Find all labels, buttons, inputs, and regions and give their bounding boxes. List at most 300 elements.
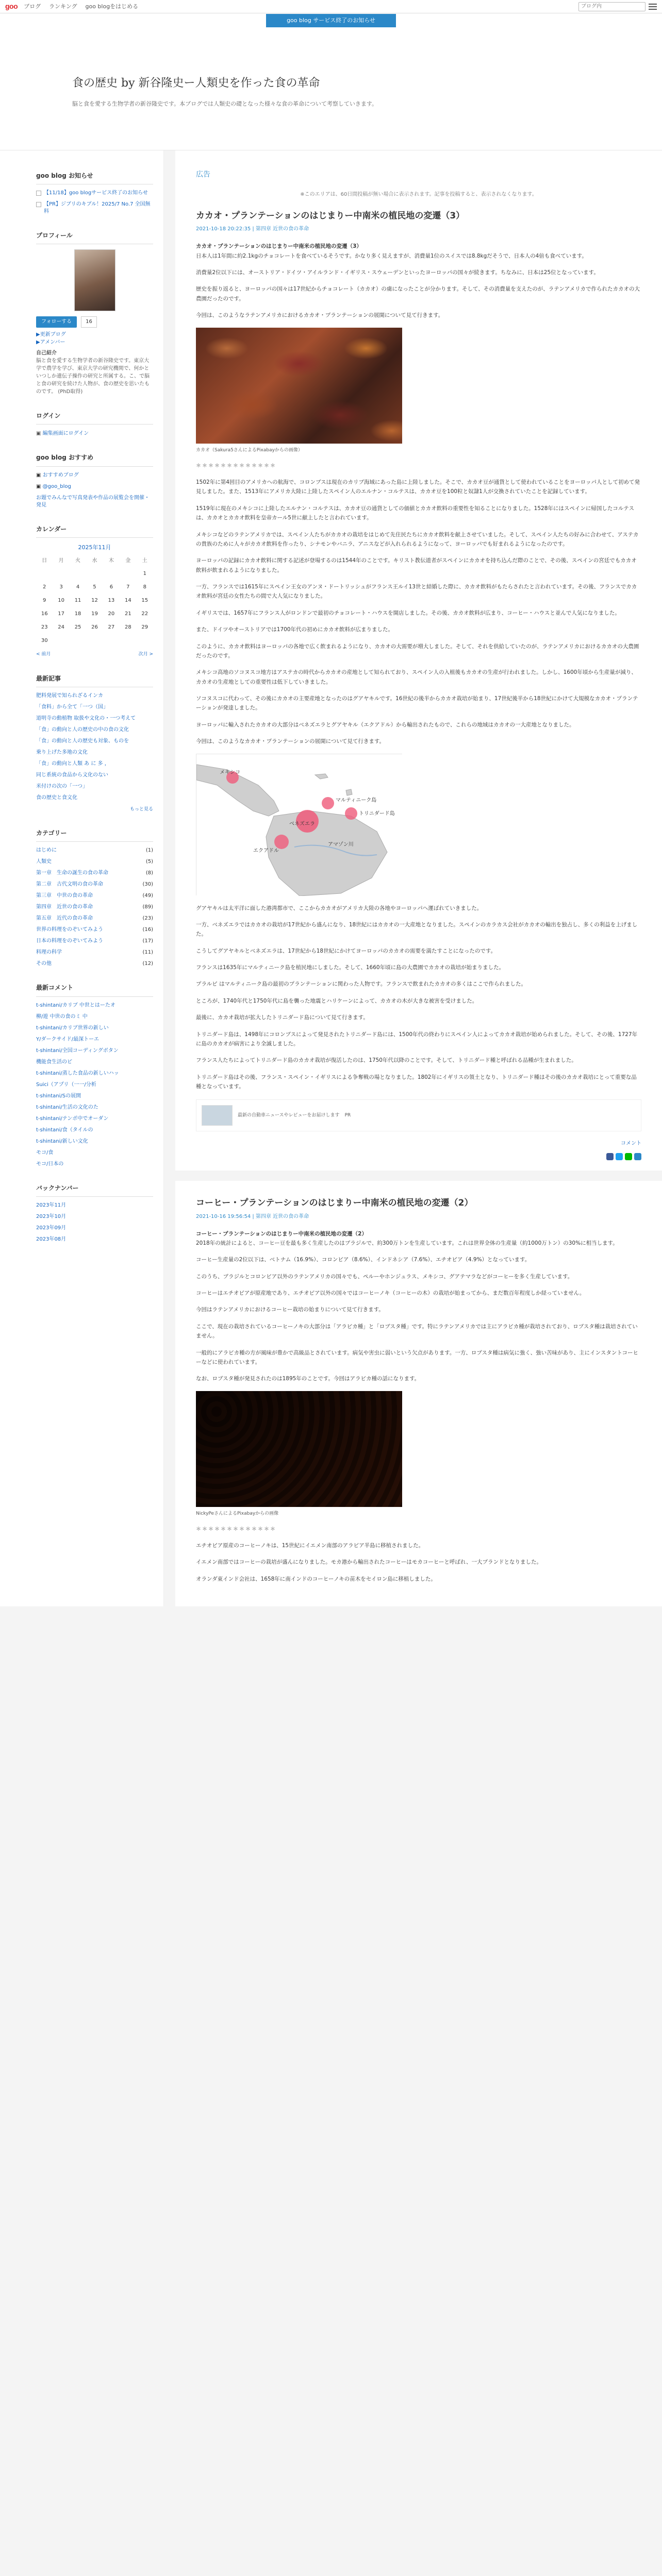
comment-item[interactable] — [36, 1149, 153, 1157]
follower-count: 16 — [81, 316, 97, 328]
comment-item[interactable] — [36, 1104, 153, 1111]
notify-item-link[interactable]: 【PR】ジブリのキブル！2025/7 No.7 全国無料 — [44, 201, 151, 214]
comment-item-link[interactable]: t-shintani/テンポ中でオーダン — [36, 1115, 109, 1122]
calendar-weekday: 水 — [92, 558, 97, 564]
comment-item[interactable] — [36, 1115, 153, 1123]
category-link[interactable]: 日本の料理をのぞいてみよう — [36, 938, 103, 944]
calendar-nav — [36, 651, 153, 658]
recent-item[interactable] — [36, 794, 153, 802]
recent-item[interactable] — [36, 749, 153, 756]
calendar-day — [103, 634, 120, 648]
comment-item-link[interactable]: t-shintani/蒸した食品の新しいハッ — [36, 1070, 119, 1076]
calendar-heading: カレンダー — [36, 524, 153, 538]
search-input[interactable] — [578, 2, 646, 11]
post-paragraph: こうしてグアヤキルとベネズエラは、17世紀から18世紀にかけてヨーロッパのカカオの需要を満たすことになったのです。 — [196, 947, 496, 954]
map-label-ecuador: エクアドル — [253, 848, 279, 854]
comment-item-link[interactable]: t-shintani/食（タイルの — [36, 1127, 93, 1133]
main-content — [164, 150, 662, 1606]
calendar-day — [86, 634, 103, 648]
post-paragraph: メキシコなどのラテンアメリカでは、スペイン人たちがカカオの栽培をはじめて先住民たちにカカオ飲料を献上させていました。そして、スペイン人たちの好みに合わせて、アステカの貴族のために人々がカカオ飲料を作ったり、シナモンやバニラ、アニスなどが入れられるようになって、ヨーロッパでも好まれるようになったのです。 — [196, 531, 639, 547]
post-paragraph: トリニダード島はその後、フランス・スペイン・イギリスによる争奪戦の場となりました。1802年にイギリスの領土となり、トリニダード種はその後のカカオ栽培にとって重要な品種となっています。 — [196, 1074, 637, 1090]
notice-bar — [0, 13, 662, 28]
backnumber-item-link[interactable]: 2023年10月 — [36, 1213, 67, 1219]
recent-item-link[interactable]: 食の歴史と食文化 — [36, 794, 77, 801]
recent-section — [36, 674, 153, 814]
comment-item[interactable] — [36, 1036, 153, 1043]
notify-item[interactable] — [36, 201, 153, 215]
notify-section — [36, 171, 153, 215]
category-count: (89) — [142, 904, 153, 910]
comment-item-link[interactable]: t-shintani/生活の文化のた — [36, 1104, 98, 1110]
comment-item-link[interactable]: 柳/遊 中世の食のミ 中 — [36, 1013, 88, 1020]
post-paragraph: 2018年の統計によると、コーヒー豆を最も多く生産したのはブラジルで、約300万トンを生産しています。これは世界全体の生産量（約1000万トン）の30%に相当します。 — [196, 1240, 618, 1246]
calendar-day — [86, 567, 103, 581]
notice-icon — [36, 202, 41, 207]
post-body — [196, 242, 641, 1091]
post-paragraph: 一般的にアラビカ種の方が風味が豊かで高級品とされています。病気や害虫に弱いという欠点があります。一方、ロブスタ種は病気に強く、強い苦味があり、主にインスタントコーヒーなどに使われています。 — [196, 1349, 638, 1365]
notify-heading: goo blog お知らせ — [36, 171, 153, 184]
post-meta[interactable]: 2021-10-18 20:22:35 | 第四章 近世の食の革命 — [196, 226, 309, 232]
calendar-prev[interactable]: < 前月 — [36, 652, 51, 657]
backnumber-item[interactable] — [36, 1236, 153, 1243]
comment-item[interactable] — [36, 1059, 153, 1066]
comment-item[interactable] — [36, 1161, 153, 1168]
map-label-mexico: メキシコ — [220, 769, 240, 775]
category-count: (30) — [142, 882, 153, 888]
backnumber-item-link[interactable]: 2023年09月 — [36, 1225, 67, 1231]
comment-item[interactable] — [36, 1002, 153, 1009]
calendar-day[interactable]: 24 — [58, 624, 64, 631]
comment-item-link[interactable]: t-shintani/全国コーディングボタン — [36, 1047, 119, 1054]
calendar-day[interactable]: 13 — [108, 598, 115, 604]
comment-item[interactable] — [36, 1070, 153, 1077]
map-label-trinidad: トリニダード島 — [359, 810, 395, 817]
post-paragraph: このうち、ブラジルとコロンビア以外のラテンアメリカの国々でも、ペルーやホンジュラス、メキシコ、グアテマラなどがコーヒーを多く生産しています。 — [196, 1273, 573, 1280]
calendar-day[interactable]: 18 — [74, 611, 81, 617]
backnumber-item[interactable] — [36, 1225, 153, 1232]
post-paragraph: 今回はラテンアメリカにおけるコーヒー栽培の始まりについて見て行きます。 — [196, 1307, 384, 1313]
ad-section-label: 広告 — [196, 170, 210, 179]
twitter-icon: ▣ — [36, 483, 43, 489]
post-paragraph: 1519年に現在のメキシコに上陸したエルナン・コルテスは、カカオ豆の通貨としての価値とカカオ飲料の重要性を知ることになりました。1528年にはスペインに帰国したコルテスは、カカオとカカオ飲料を皇帝カール5世に献上したと言われています。 — [196, 505, 634, 521]
recent-item[interactable] — [36, 704, 153, 711]
post-paragraph: 日本人は1年間に約2.1kgのチョコレートを食べているそうです。かなり多く見えますが、消費量1位のスイスでは8.8kgだそうで、日本人の4倍も食べています。 — [196, 252, 587, 259]
calendar-section — [36, 524, 153, 658]
backnumber-section — [36, 1183, 153, 1243]
calendar-day[interactable]: 11 — [74, 598, 81, 604]
comment-item-link[interactable]: t-shintani/カリブ 中世とはーたオ — [36, 1002, 115, 1008]
category-link[interactable]: 第二章 古代文明の食の革命 — [36, 882, 103, 888]
line-share-icon[interactable] — [625, 1153, 632, 1160]
post-paragraph: 一方、フランスでは1615年にスペイン王女のアンヌ・ドートリッシュがフランス王ルイ13世と結婚した際に、カカオ飲料がもたらされたと言われています。その後、フランスでカカオ飲料が宮廷の女性たちの間で大人気になりました。 — [196, 584, 637, 600]
post-paragraph: フランス人たちによってトリニダード島のカカオ栽培が復活したのは、1750年代以降のことです。そして、トリニダード種と呼ばれる品種が生まれました。 — [196, 1057, 577, 1064]
backnumber-list — [36, 1202, 153, 1243]
calendar-weekday: 日 — [42, 558, 47, 564]
backnumber-item[interactable] — [36, 1213, 153, 1221]
category-count: (11) — [142, 950, 153, 956]
calendar-day[interactable]: 4 — [76, 584, 80, 590]
post-paragraph: イギリスでは、1657年にフランス人がロンドンで最初のチョコレート・ハウスを開店しました。その後、カカオ飲料が広まり、コーヒー・ハウスと並んで人気になりました。 — [196, 609, 620, 616]
service-end-notice-link[interactable]: goo blog サービス終了のお知らせ — [266, 14, 396, 27]
post-paragraph: プラルピ はマルティニーク島の最初のプランテーションに関わった人物です。フランスで飲まれたカカオの多くはここで作られました。 — [196, 981, 526, 988]
calendar-weekday: 木 — [108, 558, 114, 564]
category-count: (12) — [142, 961, 153, 967]
calendar-week-row — [36, 567, 153, 581]
login-link[interactable]: 編集画面にログイン — [42, 431, 89, 437]
calendar-day — [70, 634, 86, 648]
post-title[interactable]: コーヒー・プランテーションのはじまりー中南米の植民地の変遷（2） — [196, 1198, 473, 1209]
calendar-day[interactable]: 10 — [58, 598, 64, 604]
cacao-pod-photo — [196, 328, 402, 444]
comment-link[interactable]: コメント — [621, 1141, 641, 1147]
post-paragraph: ここで、現在の栽培されているコーヒーノキの大部分は「アラビカ種」と「ロブスタ種」です。特にラテンアメリカでは主にアラビカ種が栽培されており、ロブスタ種は栽培されていません。 — [196, 1323, 638, 1340]
calendar-week-row — [36, 621, 153, 634]
comment-list — [36, 1002, 153, 1168]
comment-item[interactable] — [36, 1127, 153, 1134]
recommend-item[interactable] — [36, 483, 153, 490]
recommend-item[interactable] — [36, 472, 153, 479]
top-nav-blog[interactable]: ブログ — [24, 3, 41, 10]
recent-item-link[interactable]: 「食」の動向と人類 あ に 多 ， — [36, 760, 110, 767]
calendar-day — [70, 567, 86, 581]
recommend-item[interactable] — [36, 495, 153, 509]
post-subtitle: カカオ・プランテーションのはじまりー中南米の植民地の変遷（3） — [196, 243, 362, 250]
profile-intro: 脳と食を愛する生物学者の新谷隆史です。東京大学で農学を学び、東京大学の研究機関で、何かといつしか遺伝子操作の研究と所属する。こ、で脳と食の研究を続けた人物が、食の歴史を思いたものです。 — [36, 358, 150, 395]
recent-item[interactable] — [36, 783, 153, 790]
notify-item-link[interactable]: 【11/18】goo blogサービス終了のお知らせ — [44, 190, 148, 196]
calendar-week-row — [36, 581, 153, 594]
calendar-day[interactable]: 5 — [93, 584, 96, 590]
blog-header — [0, 28, 662, 150]
calendar-weekday: 金 — [125, 558, 131, 564]
twitter-share-icon[interactable] — [616, 1153, 623, 1160]
profile-section — [36, 231, 153, 396]
calendar-day[interactable]: 29 — [141, 624, 148, 631]
map-label-martinique: マルティニーク島 — [336, 797, 377, 803]
post-divider — [175, 1171, 662, 1181]
profile-heading: プロフィール — [36, 231, 153, 244]
top-nav-start[interactable]: goo blogをはじめる — [85, 3, 139, 10]
calendar-day[interactable]: 2 — [43, 584, 46, 590]
calendar-day — [53, 634, 69, 648]
section-separator: ＊＊＊＊＊＊＊＊＊＊＊＊＊ — [196, 1527, 276, 1533]
recommend-heading: goo blog おすすめ — [36, 453, 153, 466]
bookmark-share-icon[interactable] — [634, 1153, 641, 1160]
backnumber-item-link[interactable]: 2023年11月 — [36, 1202, 67, 1208]
recent-item-link[interactable]: 米付けの次の「一つ」 — [36, 783, 88, 789]
section-separator: ＊＊＊＊＊＊＊＊＊＊＊＊＊ — [196, 463, 276, 469]
post-article — [196, 1196, 641, 1584]
calendar-day[interactable]: 1 — [143, 571, 146, 577]
category-item[interactable] — [36, 892, 153, 900]
post-paragraph: 消費量2位以下には、オーストリア・ドイツ・アイルランド・イギリス・スウェーデンといったヨーロッパの国々が続きます。ちなみに、日本は25位となっています。 — [196, 269, 599, 276]
calendar-grid — [36, 555, 153, 648]
category-list — [36, 847, 153, 968]
recommend-link[interactable]: おすすめブログ — [42, 472, 79, 478]
post-paragraph: エチオピア原産のコーヒーノキは、15世紀にイエメン南部のアラビア半島に移植されました。 — [196, 1543, 424, 1549]
sidebar — [0, 150, 164, 1606]
profile-role: (PhD取得) — [58, 389, 83, 395]
facebook-share-icon[interactable] — [606, 1153, 614, 1160]
post-title[interactable]: カカオ・プランテーションのはじまりー中南米の植民地の変遷（3） — [196, 211, 465, 222]
calendar-day[interactable]: 14 — [124, 598, 131, 604]
category-count: (17) — [142, 938, 153, 944]
calendar-day[interactable]: 25 — [74, 624, 81, 631]
post-paragraph: コーヒー生産量の2位以下は、ベトナム（16.9%）、コロンビア（8.6%）、インドネシア（7.6%）、エチオピア（4.9%）となっています。 — [196, 1257, 531, 1263]
recent-more-link[interactable]: もっと見る — [129, 806, 153, 812]
post-paragraph: ソコヌスコに代わって、その後にカカオの主要産地となったのはグアヤキルです。16世紀の後半からカカオ栽培が始まり、17世紀後半から18世紀にかけて大規模なカカオ・プランテーションが発達しました。 — [196, 696, 638, 711]
recommend-link[interactable]: お題でみんなで写真発表や作品の展覧会を開催・発見 — [36, 495, 150, 508]
post-paragraph: 今回は、このようなラテンアメリカにおけるカカオ・プランテーションの展開について見て行きます。 — [196, 312, 444, 319]
intro-label: 自己紹介 — [36, 350, 57, 357]
recommend-section — [36, 453, 153, 509]
comment-item-link[interactable]: 機能食生活のピ — [36, 1059, 72, 1065]
calendar-week-row — [36, 607, 153, 621]
calendar-next[interactable]: 次月 > — [138, 652, 153, 657]
map-marker-martinique — [322, 797, 334, 809]
post-paragraph: 最後に、カカオ栽培が拡大したトリニダード島について見て行きます。 — [196, 1014, 369, 1021]
calendar-day[interactable]: 8 — [143, 584, 146, 590]
login-row — [36, 430, 153, 437]
category-count: (1) — [145, 848, 153, 854]
top-nav — [24, 2, 144, 11]
post-paragraph: 今回は、このようなカカオ・プランテーションの展開について見て行きます。 — [196, 738, 385, 745]
category-heading: カテゴリー — [36, 828, 153, 842]
post-paragraph: メキシコ高地のソコヌスコ地方はアステカの時代からカカオの産地として知られており、スペイン人の入植後もカカオの生産が行われました。しかし、1600年頃から生産量が減り、カカオの生産地としての重要性は低下していきました。 — [196, 669, 637, 685]
topbar-right — [578, 2, 657, 11]
comment-item[interactable] — [36, 1047, 153, 1055]
post-paragraph: コーヒーはエチオピアが原産地であり、エチオピア以外の国々ではコーヒーノキ（コーヒーの木）の栽培が始まってから、まだ数百年程度しか経っていません。 — [196, 1290, 585, 1297]
map-marker-ecuador — [274, 835, 289, 849]
category-item[interactable] — [36, 870, 153, 877]
calendar-weekday: 火 — [75, 558, 81, 564]
category-link[interactable]: 料理の科学 — [36, 950, 62, 956]
blog-description: 脳と食を愛する生物学者の新谷隆史です。本ブログでは人類史の礎となった様々な食の革命について考察していきます。 — [72, 100, 378, 108]
calendar-day[interactable]: 9 — [43, 598, 46, 604]
recommend-icon: ▣ — [36, 472, 43, 478]
post-paragraph: フランスは1635年にマルティニーク島を植民地にしました。そして、1660年頃に島の大農園でカカオの栽培が始まりました。 — [196, 964, 505, 971]
category-item[interactable] — [36, 858, 153, 866]
ad-text[interactable]: 最新の自動車ニュースやレビューをお届けします — [238, 1113, 340, 1118]
calendar-weekday: 土 — [142, 558, 147, 564]
category-link[interactable]: その他 — [36, 961, 52, 967]
notice-icon — [36, 191, 41, 196]
top-nav-ranking[interactable]: ランキング — [48, 3, 77, 10]
category-count: (49) — [142, 893, 153, 899]
comment-item[interactable] — [36, 1093, 153, 1100]
category-link[interactable]: 第一章 生命の誕生の食の革命 — [36, 870, 108, 876]
calendar-weekday: 月 — [58, 558, 64, 564]
calendar-day — [103, 567, 120, 581]
recent-item[interactable] — [36, 692, 153, 700]
recent-item-link[interactable]: 「食料」から全て「一つ（国」 — [36, 704, 108, 710]
calendar-day[interactable]: 16 — [41, 611, 48, 617]
category-item[interactable] — [36, 847, 153, 854]
calendar-day[interactable]: 22 — [141, 611, 148, 617]
calendar-day — [36, 567, 53, 581]
post-paragraph: 歴史を振り返ると、ヨーロッパの国々は17世紀からチョコレート（カカオ）の虜になったことが分かります。そして、その消費量を支えたのが、ラテンアメリカで作られたカカオの大農園だったのです。 — [196, 286, 640, 302]
recent-item-link[interactable]: 乗り上げた多地の文化 — [36, 749, 88, 755]
backnumber-item-link[interactable]: 2023年08月 — [36, 1236, 67, 1242]
calendar-day — [120, 634, 136, 648]
notify-item[interactable] — [36, 190, 153, 197]
map-marker-trinidad — [345, 807, 357, 820]
comment-item-link[interactable]: モコ/日本の — [36, 1161, 64, 1167]
login-section — [36, 411, 153, 437]
comment-item-link[interactable]: Suici（アプリ（一一/分析 — [36, 1081, 96, 1088]
global-topbar — [0, 0, 662, 13]
category-item[interactable] — [36, 915, 153, 922]
post-paragraph: オランダ東インド会社は、1658年に南インドのコーヒーノキの苗木をセイロン島に移植しました。 — [196, 1575, 436, 1582]
comment-item[interactable] — [36, 1138, 153, 1145]
recent-item[interactable] — [36, 715, 153, 722]
recent-item[interactable] — [36, 772, 153, 779]
post-paragraph: 1502年に第4回目のアメリカへの航海で、コロンブスは現在のカリブ海域にあった島に上陸しました。そこで、カカオ豆が通貨として使われていることをヨーロッパ人として初めて発見しました。また、1513年にアメリカ大陸に上陸したスペイン人のエルナン・コルテスは、カカオ豆を100粒と奴隷1人が交換されていたことを記録しています。 — [196, 479, 640, 495]
profile-avatar[interactable] — [74, 249, 115, 311]
recent-item[interactable] — [36, 760, 153, 768]
post-paragraph: なお、ロブスタ種が発見されたのは1895年のことです。今回はアラビカ種の話になります。 — [196, 1376, 420, 1382]
category-count: (5) — [145, 859, 153, 865]
login-icon: ▣ — [36, 431, 41, 437]
calendar-day[interactable]: 26 — [91, 624, 98, 631]
calendar-day[interactable]: 21 — [124, 611, 131, 617]
recent-more-row — [36, 806, 153, 813]
profile-link-amember[interactable]: ▶アメンバー — [36, 340, 65, 346]
map-svg — [196, 754, 403, 896]
photo-caption: NickyPeさんによるPixabayからの画像 — [196, 1511, 279, 1516]
comment-item-link[interactable]: モコ/食 — [36, 1149, 54, 1156]
comment-item[interactable] — [36, 1081, 153, 1089]
recent-item-link[interactable]: 道明寺の動植物 取扱や文化の・一つ考えて — [36, 715, 136, 721]
post-paragraph: ヨーロッパに輸入されたカカオの大部分はベネズエラとグアヤキル（エクアドル）から輸出されたもので、これらの地域はカカオの一大産地となりました。 — [196, 721, 575, 728]
comment-item[interactable] — [36, 1025, 153, 1032]
follow-row — [36, 316, 153, 328]
calendar-day — [137, 634, 153, 648]
calendar-day[interactable]: 7 — [126, 584, 130, 590]
category-link[interactable]: 第三章 中世の食の革命 — [36, 893, 93, 899]
backnumber-heading: バックナンバー — [36, 1183, 153, 1197]
calendar-day[interactable]: 27 — [108, 624, 115, 631]
category-count: (8) — [145, 870, 153, 876]
recent-item-link[interactable]: 「食」の動向と人の歴史も対象、ものを — [36, 738, 129, 744]
calendar-week-row — [36, 634, 153, 648]
post-paragraph: ところが、1740年代と1750年代に島を襲った地震とハリケーンによって、カカオの木が大きな被害を受けました。 — [196, 997, 478, 1004]
goo-logo[interactable]: goo — [5, 2, 18, 11]
recent-heading: 最新記事 — [36, 674, 153, 687]
category-link[interactable]: 世界の料理をのぞいてみよう — [36, 927, 103, 933]
calendar-day[interactable]: 20 — [108, 611, 115, 617]
category-item[interactable] — [36, 881, 153, 888]
calendar-day[interactable]: 28 — [124, 624, 131, 631]
post-body — [196, 1229, 641, 1584]
calendar-day[interactable]: 30 — [41, 638, 48, 644]
recent-list — [36, 692, 153, 802]
calendar-day — [53, 567, 69, 581]
calendar-day[interactable]: 17 — [58, 611, 64, 617]
profile-links — [36, 331, 153, 396]
recommend-link[interactable]: @goo_blog — [42, 483, 71, 489]
calendar-day[interactable]: 3 — [59, 584, 63, 590]
main-inner — [175, 150, 662, 1606]
coffee-beans-photo — [196, 1391, 402, 1507]
post-subtitle: コーヒー・プランテーションのはじまりー中南米の植民地の変遷（2） — [196, 1230, 367, 1237]
share-buttons — [196, 1153, 641, 1160]
notify-list — [36, 190, 153, 215]
recent-item-link[interactable]: 同じ系統の食品から文化のない — [36, 772, 108, 778]
ad-label: PR — [344, 1113, 351, 1118]
comment-item-link[interactable]: Y/ダークサイド/最深トーエ — [36, 1036, 100, 1042]
comment-item[interactable] — [36, 1013, 153, 1021]
comment-item-link[interactable]: t-shintani/Sの展開 — [36, 1093, 81, 1099]
category-count: (23) — [142, 916, 153, 922]
category-item[interactable] — [36, 926, 153, 934]
comments-heading: 最新コメント — [36, 983, 153, 996]
map-label-amazon: アマゾン川 — [328, 841, 354, 848]
backnumber-item[interactable] — [36, 1202, 153, 1209]
post-article — [196, 209, 641, 1160]
post-paragraph: ヨーロッパの記録にカカオ飲料に関する記述が登場するのは1544年のことです。キリスト教伝道者がスペインにカカオを持ち込んだ際のことで、その後、スペインの宮廷でもカカオ飲料が飲まれるようになりました。 — [196, 557, 637, 573]
category-count: (16) — [142, 927, 153, 933]
map-label-venezuela: ベネズエラ — [289, 821, 315, 827]
category-link[interactable]: はじめに — [36, 848, 57, 854]
comment-item-link[interactable]: t-shintani/カリブ世界の新しい — [36, 1025, 109, 1031]
recent-item[interactable] — [36, 738, 153, 745]
recent-item[interactable] — [36, 726, 153, 734]
recent-item-link[interactable]: 肥料発展で知られざるインカ — [36, 692, 103, 699]
post-paragraph: 一方、ベネズエラではカカオの栽培が17世紀から盛んになり、18世紀にはカカオの一大産地となりました。スペインのカラカス会社がカカオの輸出を独占し、多くの利益を上げました。 — [196, 921, 638, 938]
calendar-day[interactable]: 15 — [141, 598, 148, 604]
comment-link-row — [196, 1140, 641, 1148]
calendar-day — [120, 567, 136, 581]
category-link[interactable]: 第四章 近世の食の革命 — [36, 904, 93, 910]
post-paragraph: このように、カカオ飲料はヨーロッパの各地で広く飲まれるようになり、カカオの大需要が増大しました。そして、それを供給していたのが、ラテンアメリカにおけるカカオの大農園だったのです。 — [196, 643, 639, 659]
category-link[interactable]: 第五章 近代の食の革命 — [36, 916, 93, 922]
post-paragraph: イエメン南部ではコーヒーの栽培が盛んになりました。モカ港から輸出されたコーヒーはモカコーヒーと呼ばれ、一大ブランドとなりました。 — [196, 1559, 542, 1566]
comment-item-link[interactable]: t-shintani/新しい文化 — [36, 1138, 88, 1144]
category-item[interactable] — [36, 938, 153, 945]
calendar-day[interactable]: 6 — [109, 584, 113, 590]
comments-section — [36, 983, 153, 1167]
calendar-week-row — [36, 594, 153, 607]
calendar-month: 2025年11月 — [78, 544, 111, 551]
blog-title[interactable]: 食の歴史 by 新谷隆史ー人類史を作った食の革命 — [72, 77, 320, 90]
calendar-day[interactable]: 12 — [91, 598, 98, 604]
category-item[interactable] — [36, 960, 153, 968]
category-link[interactable]: 人類史 — [36, 859, 52, 865]
profile-link-updates[interactable]: ▶更新ブログ — [36, 332, 66, 338]
inline-ad[interactable] — [196, 1099, 641, 1131]
inactive-ad-notice: ※このエリアは、60日間投稿が無い場合に表示されます。記事を投稿すると、表示されなくなります。 — [300, 192, 537, 198]
hamburger-menu-icon[interactable] — [649, 4, 657, 10]
latin-america-map — [196, 754, 402, 895]
calendar-day[interactable]: 23 — [41, 624, 48, 631]
recent-item-link[interactable]: 「食」の動向と人の歴史の中の食の文化 — [36, 726, 129, 733]
post-meta[interactable]: 2021-10-16 19:56:54 | 第四章 近世の食の革命 — [196, 1213, 309, 1219]
category-item[interactable] — [36, 904, 153, 911]
follow-button[interactable]: フォローする — [36, 316, 77, 328]
calendar-day[interactable]: 19 — [91, 611, 98, 617]
post-paragraph: トリニダード島は、1498年にコロンブスによって発見されたトリニダード島には、1500年代の終わりにスペイン人によってカカオ栽培が始められました。そして、その後、1727年に島のカカオが病害により全滅しました。 — [196, 1031, 638, 1047]
category-item[interactable] — [36, 949, 153, 956]
ad-thumbnail[interactable] — [202, 1105, 233, 1126]
post-paragraph: グアヤキルは太平洋に面した港湾都市で、ここからカカオがアメリカ大陸の各地やヨーロッパへ運ばれていきました。 — [196, 905, 483, 911]
page-layout — [0, 150, 662, 1606]
photo-caption: カカオ（Sakura5さんによるPixabayからの画像） — [196, 447, 303, 453]
post-paragraph: また、ドイツやオーストリアでは1700年代の初めにカカオ飲料が広まりました。 — [196, 626, 393, 633]
recommend-list — [36, 472, 153, 509]
category-section — [36, 828, 153, 968]
login-heading: ログイン — [36, 411, 153, 425]
